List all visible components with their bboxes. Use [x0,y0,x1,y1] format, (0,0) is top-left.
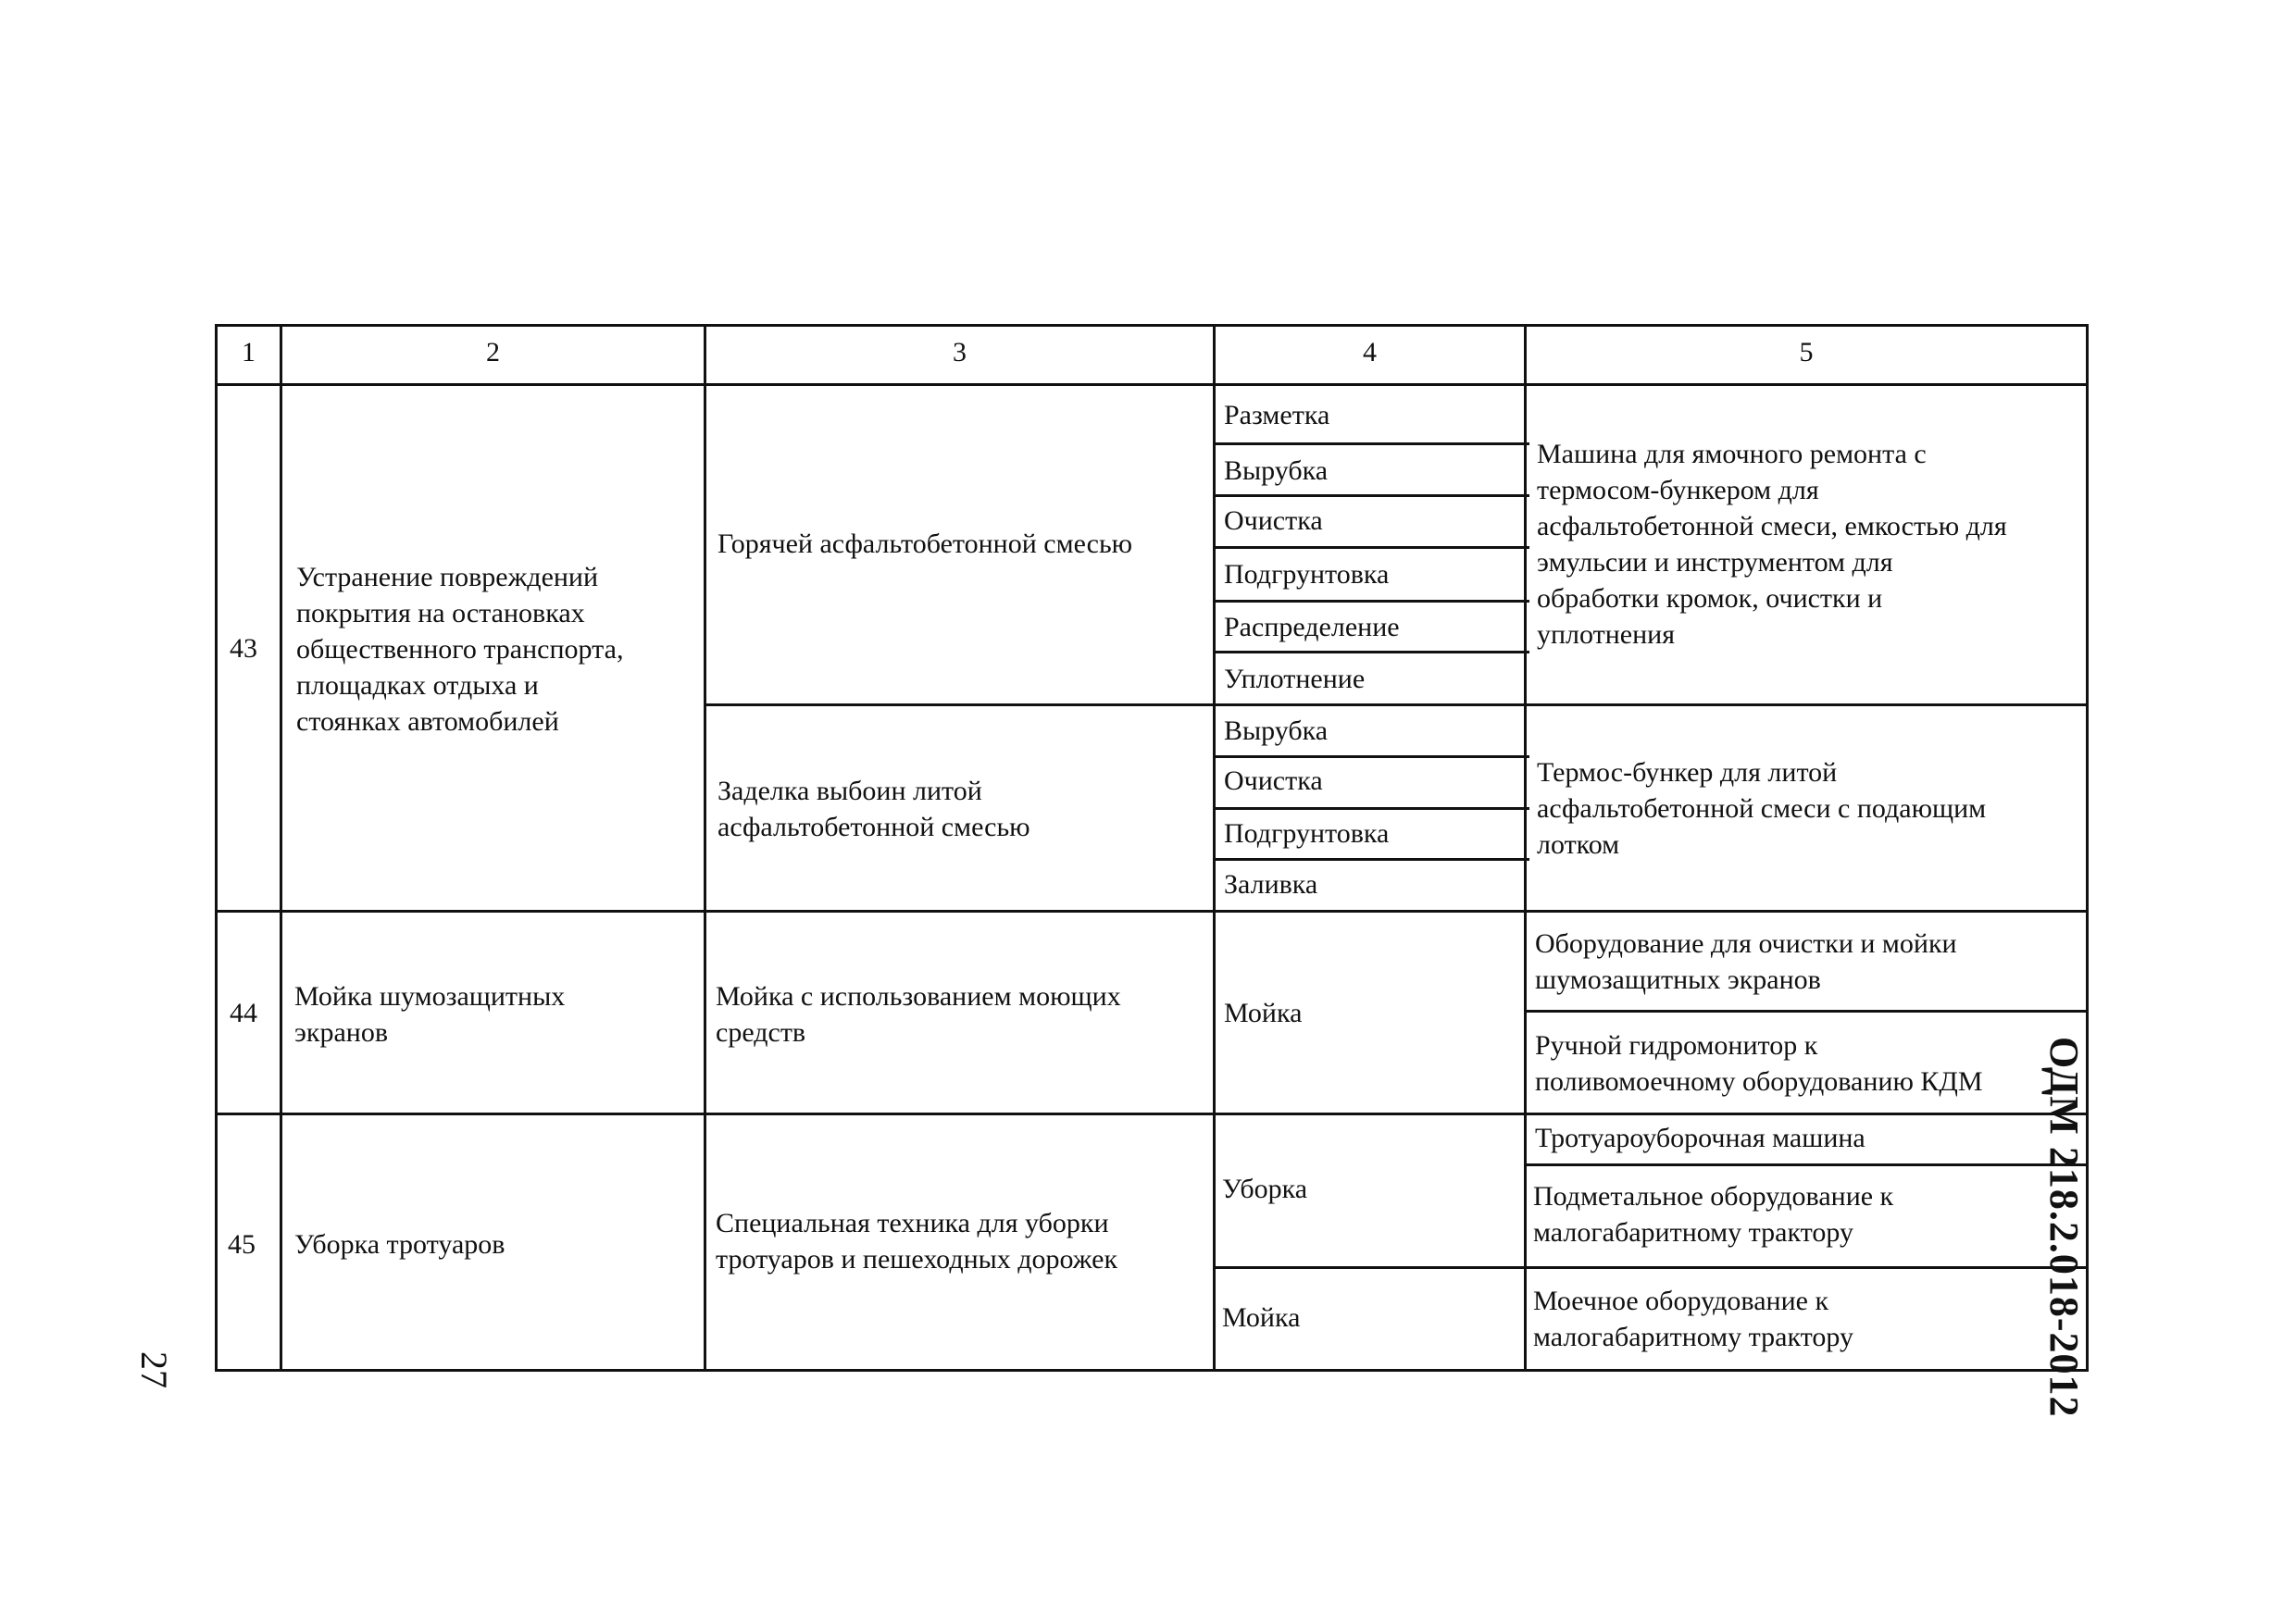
header-col-3: 3 [953,337,967,367]
equip-line: Подметальное оборудование к [1533,1181,1894,1212]
op-divider [1215,651,1529,653]
method-line: средств [716,1017,806,1048]
method-line: Мойка с использованием моющих [716,981,1121,1012]
col-divider-1-2 [280,324,282,1372]
equip-line: обработки кромок, очистки и [1537,583,1883,614]
work-cell: Уборка тротуаров [294,1229,505,1260]
col-divider-4-5 [1524,324,1527,1372]
header-col-5: 5 [1799,337,1814,367]
equip-line: эмульсии и инструментом для [1537,547,1893,578]
op-divider [1215,494,1529,497]
work-line: Мойка шумозащитных [294,981,566,1012]
equip-line: асфальтобетонной смеси с подающим [1537,793,1987,824]
op-divider [1215,858,1529,861]
work-line: стоянках автомобилей [296,706,559,737]
equip-line: уплотнения [1537,619,1676,650]
equip-line: лотком [1537,829,1620,860]
op-item: Заливка [1224,869,1318,900]
equip-line: асфальтобетонной смеси, емкостью для [1537,511,2007,541]
row-number-45: 45 [228,1229,256,1260]
equip-line: шумозащитных экранов [1535,964,1821,995]
op-divider [1215,546,1529,549]
method-line: асфальтобетонной смесью [718,812,1030,842]
method-line: тротуаров и пешеходных дорожек [716,1244,1118,1275]
row-number-43: 43 [230,633,257,664]
op-item: Мойка [1222,1302,1301,1333]
op-item: Очистка [1224,505,1323,536]
op-item: Подгрунтовка [1224,818,1390,849]
equip-line: Моечное оборудование к [1533,1286,1829,1316]
equip-line: малогабаритному трактору [1533,1217,1853,1248]
op-divider [1215,807,1529,810]
equip-divider-44 [1524,1010,2089,1013]
equip-line: малогабаритному трактору [1533,1322,1853,1352]
op-divider [1215,442,1529,445]
op-item: Уборка [1222,1174,1308,1204]
work-line: покрытия на остановках [296,598,585,628]
method-line: Заделка выбоин литой [718,776,982,806]
equip-line: Машина для ямочного ремонта с [1537,439,1927,469]
col-divider-3-4 [1213,324,1216,1372]
equip-line: термосом-бункером для [1537,475,1819,505]
row-divider-44-45 [215,1113,2089,1115]
header-col-1: 1 [242,337,256,367]
method-hot-mix: Горячей асфальтобетонной смесью [718,529,1133,559]
col-divider-2-3 [704,324,706,1372]
equip-line: Термос-бункер для литой [1537,757,1838,788]
table-border-bottom [215,1369,2089,1372]
op-item: Подгрунтовка [1224,559,1390,590]
op-item: Мойка [1224,998,1303,1028]
table-border-left [215,324,218,1372]
work-line: общественного транспорта, [296,634,624,665]
table-border-top [215,324,2089,327]
work-line: экранов [294,1017,388,1048]
op-item: Уплотнение [1224,664,1366,694]
method-line: Специальная техника для уборки [716,1208,1109,1238]
work-line: Устранение повреждений [296,562,599,592]
op-item: Очистка [1224,765,1323,796]
document-code: ОДМ 218.2.018-2012 [2041,1037,2087,1418]
page-number: 27 [133,1351,175,1388]
row-divider-43-44 [215,910,2089,913]
method-divider-43 [705,703,2089,706]
equip-line: Оборудование для очистки и мойки [1535,928,1957,959]
equip-line: поливомоечному оборудованию КДМ [1535,1066,1983,1097]
equip-divider-45 [1524,1163,2089,1166]
header-col-4: 4 [1363,337,1377,367]
work-line: площадках отдыха и [296,670,539,701]
op-item: Разметка [1224,400,1330,430]
op-item: Распределение [1224,612,1400,642]
header-col-2: 2 [486,337,500,367]
op-divider [1215,755,1529,758]
header-divider [215,383,2089,386]
op-item: Вырубка [1224,455,1329,486]
op-divider-45 [1213,1266,2089,1269]
op-item: Вырубка [1224,715,1329,746]
row-number-44: 44 [230,998,257,1028]
equip-line: Ручной гидромонитор к [1535,1030,1818,1061]
op-divider [1215,600,1529,603]
equip-line: Тротуароуборочная машина [1535,1123,1866,1153]
